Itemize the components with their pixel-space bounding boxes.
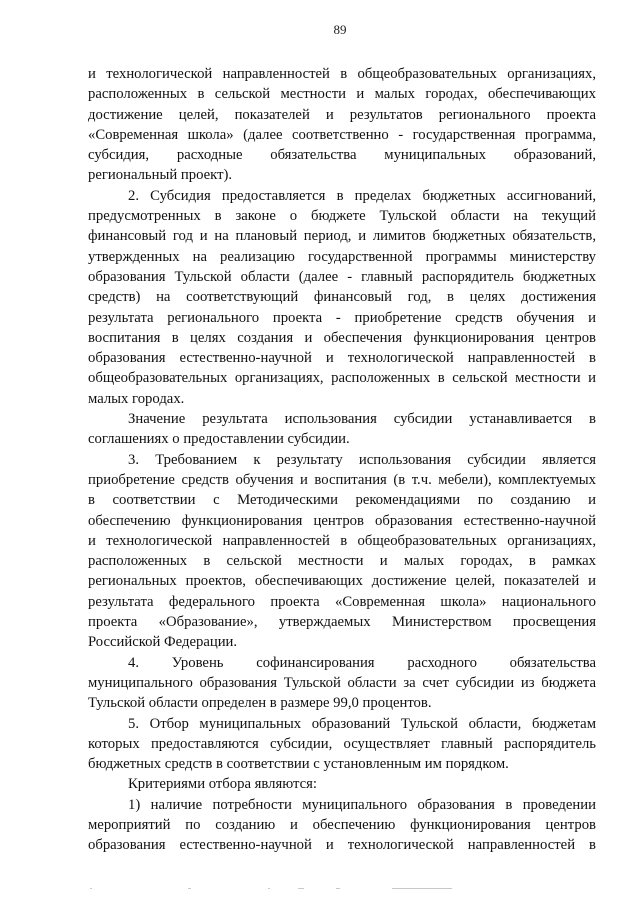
page-number: 89 [333, 22, 347, 37]
text-line: образования Тульской области (далее - главный распорядитель бюджетных [88, 268, 596, 285]
text-line: приобретение средств обучения и воспитания (в т.ч. мебели), комплектуемых [88, 471, 596, 488]
text-line: муниципального образования Тульской области за счет субсидии из бюджета [88, 674, 596, 691]
scan-mark [90, 888, 92, 889]
text-line: проекта «Образование», утверждаемых Министерством просвещения [88, 614, 596, 631]
text-line: достижение целей, показателей и результатов регионального проекта [88, 106, 596, 123]
text-line: результата федерального проекта «Современная школа» национального [88, 593, 596, 610]
text-line: результата регионального проекта - приобретение средств обучения и [88, 309, 596, 326]
text-line: субсидия, расходные обязательства муниципальных образований, [88, 147, 596, 164]
text-line: которых предоставляются субсидии, осуществляет главный распорядитель [88, 735, 596, 752]
document-body [88, 64, 596, 856]
text-line: образования естественно-научной и технологической направленностей в [88, 837, 596, 854]
scan-mark [392, 888, 452, 889]
text-line: Критериями отбора являются: [128, 776, 317, 793]
text-line: Значение результата использования субсидии устанавливается в [128, 411, 596, 428]
text-line: 3. Требованием к результату использования субсидии является [128, 451, 596, 468]
text-line: 1) наличие потребности муниципального образования в проведении [128, 796, 596, 813]
text-line: предусмотренных в законе о бюджете Тульской области на текущий [88, 208, 596, 225]
text-line: общеобразовательных организациях, расположенных в сельской местности и [88, 370, 596, 387]
text-line: воспитания в целях создания и обеспечения функционирования центров [88, 329, 596, 346]
text-line: 2. Субсидия предоставляется в пределах бюджетных ассигнований, [128, 187, 596, 204]
text-line: бюджетных средств в соответствии с установленным им порядком. [88, 756, 509, 773]
text-line: региональный проект). [88, 167, 233, 184]
text-line: и технологической направленностей в общеобразовательных организациях, [88, 532, 596, 549]
text-line: мероприятий по созданию и обеспечению функционирования центров [88, 816, 596, 833]
text-line: региональных проектов, обеспечивающих достижение целей, показателей и [88, 573, 596, 590]
scan-mark [298, 888, 304, 889]
text-line: малых городах. [88, 390, 185, 407]
scan-mark [336, 888, 340, 889]
scan-mark [188, 888, 191, 889]
text-line: средств) на соответствующий финансовый год, в целях достижения [88, 289, 596, 306]
scan-mark [268, 888, 270, 889]
text-line: Российской Федерации. [88, 634, 238, 651]
text-line: в соответствии с Методическими рекомендациями по созданию и [88, 492, 596, 509]
text-line: расположенных в сельской местности и малых городах, в рамках [88, 553, 596, 570]
text-line: 5. Отбор муниципальных образований Тульской области, бюджетам [128, 715, 596, 732]
text-line: соглашениях о предоставлении субсидии. [88, 431, 350, 448]
scan-artifacts [0, 884, 640, 894]
text-line: 4. Уровень софинансирования расходного обязательства [128, 654, 596, 671]
text-line: финансовый год и на плановый период, и лимитов бюджетных обязательств, [88, 228, 596, 245]
text-line: Тульской области определен в размере 99,0 процентов. [88, 695, 432, 712]
text-line: расположенных в сельской местности и малых городах, обеспечивающих [88, 86, 596, 103]
text-line: и технологической направленностей в общеобразовательных организациях, [88, 66, 596, 82]
text-line: «Современная школа» (далее соответственно - государственная программа, [88, 126, 596, 143]
text-line: обеспечению функционирования центров образования естественно-научной [88, 512, 596, 529]
text-line: утвержденных на реализацию государственной программы министерству [88, 248, 596, 265]
text-line: образования естественно-научной и технологической направленностей в [88, 350, 596, 367]
